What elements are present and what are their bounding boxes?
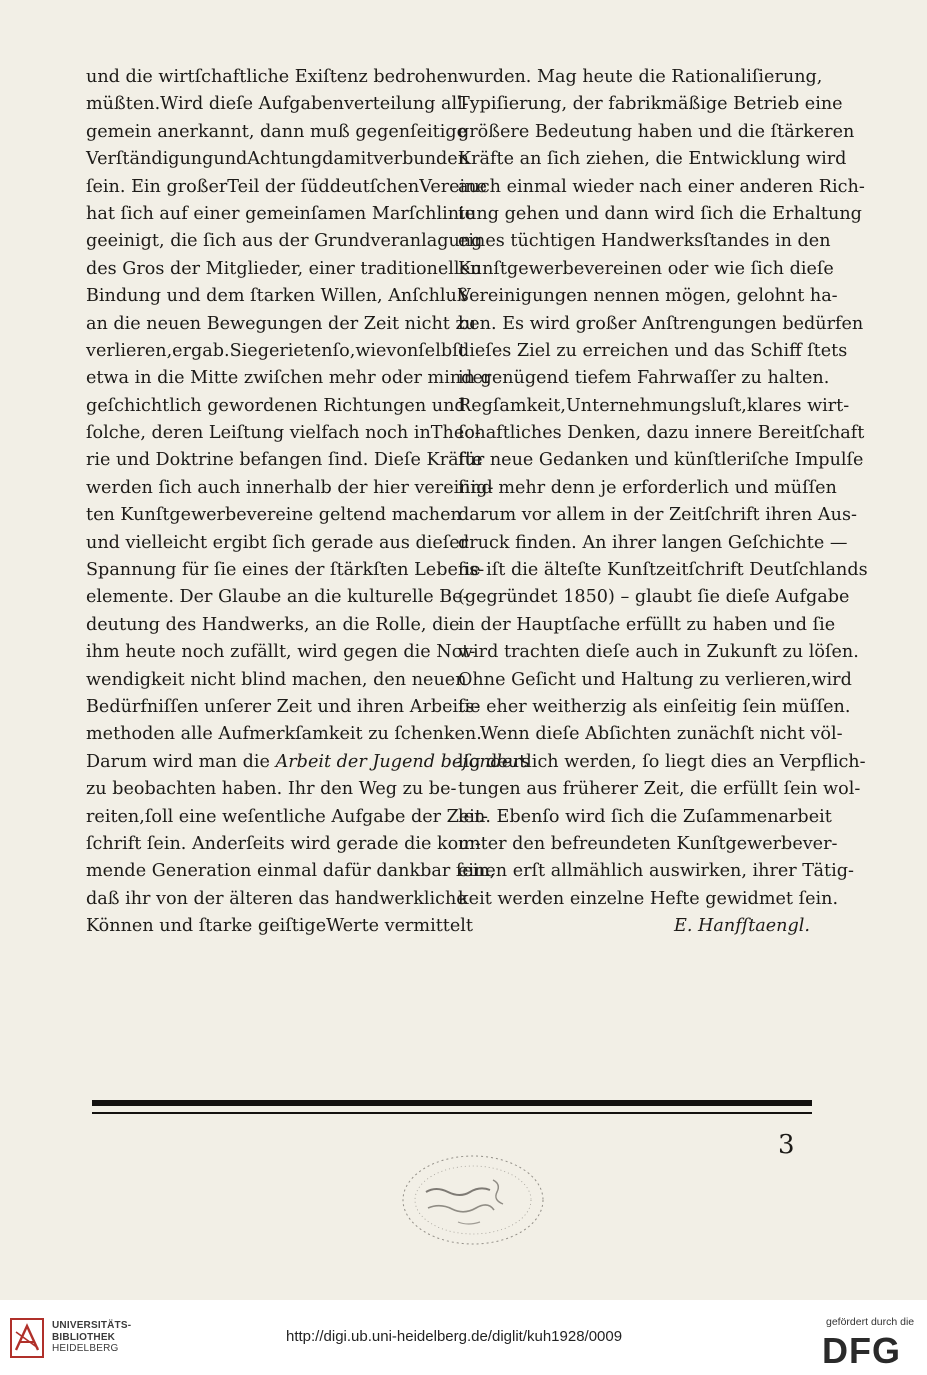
text-line: Spannung für ſie eines der ſtärkſten Lebens- — [86, 560, 485, 581]
text-line: dieſes Ziel zu erreichen und das Schiff ſtets — [458, 340, 848, 361]
text-line: mende Generation einmal dafür dankbar ſein, — [86, 861, 496, 882]
text-line: darum vor allem in der Zeitſchrift ihren Aus- — [458, 505, 857, 526]
italic-emphasis: Arbeit der Jugend beſonders — [275, 751, 530, 772]
text-line: geeinigt, die ſich aus der Grundveranlagung — [86, 231, 483, 252]
text-line: VerſtändigungundAchtungdamitverbunden — [86, 149, 470, 170]
text-line: (gegründet 1850) – glaubt ſie dieſe Aufgabe — [458, 587, 850, 608]
text-line: des Gros der Mitglieder, einer traditionellen — [86, 258, 482, 279]
text-line: tung gehen und dann wird ſich die Erhaltung — [458, 203, 862, 224]
text-line: Bedürfniſſen unſerer Zeit und ihren Arbeits- — [86, 696, 481, 717]
text-line: ſind mehr denn je erforderlich und müſſen — [458, 477, 837, 498]
text-line: an die neuen Bewegungen der Zeit nicht zu — [86, 313, 477, 334]
text-line: deutung des Handwerks, an die Rolle, die — [86, 614, 460, 635]
text-line: wurden. Mag heute die Rationaliſierung, — [458, 67, 823, 87]
text-line: tungen aus früherer Zeit, die erfüllt ſein wol- — [458, 779, 861, 800]
text-line: und vielleicht ergibt ſich gerade aus dieſer — [86, 532, 469, 553]
permalink-url[interactable]: http://digi.ub.uni-heidelberg.de/diglit/kuh1928/0009 — [286, 1328, 623, 1345]
text-line: auch einmal wieder nach einer anderen Rich- — [458, 176, 865, 197]
text-line: ſchrift ſein. Anderſeits wird gerade die kom- — [86, 833, 481, 854]
funding-caption: gefördert durch die — [826, 1316, 915, 1328]
text-line: Wenn dieſe Abſichten zunächſt nicht völ- — [480, 724, 843, 745]
text-line: und die wirtſchaftliche Exiſtenz bedrohen — [86, 67, 459, 87]
text-line: ſie eher weitherzig als einſeitig ſein müſſen. — [458, 696, 851, 717]
text-line: ſie iſt die älteſte Kunſtzeitſchrift Deutſchlands — [458, 560, 868, 581]
text-line: lig deutlich werden, ſo liegt dies an Verpflich- — [458, 751, 866, 772]
text-line: daß ihr von der älteren das handwerkliche — [86, 888, 467, 909]
library-name: UNIVERSITÄTS- BIBLIOTHEK HEIDELBERG — [52, 1320, 132, 1354]
library-stamp-icon — [398, 1150, 548, 1250]
text-line: Können und ſtarke geiſtigeWerte vermittelt — [86, 916, 473, 937]
text-line: größere Bedeutung haben und die ſtärkeren — [458, 121, 855, 142]
text-line: rie und Doktrine befangen ſind. Dieſe Kräfte — [86, 450, 483, 471]
text-line: Darum wird man die Arbeit der Jugend beſonders — [86, 751, 530, 772]
thick-rule-divider — [92, 1100, 812, 1106]
text-line: geſchichtlich gewordenen Richtungen und — [86, 395, 466, 416]
text-line: für neue Gedanken und künſtleriſche Impulſe — [458, 450, 864, 471]
digitization-footer — [0, 1300, 927, 1375]
text-line: methoden alle Aufmerkſamkeit zu ſchenken. — [86, 724, 482, 745]
text-line: ſolche, deren Leiſtung vielfach noch inTheo- — [86, 423, 481, 444]
text-line: druck finden. An ihrer langen Geſchichte — — [458, 532, 848, 553]
dfg-logo-icon: DFG — [822, 1330, 901, 1371]
text-line: einen erſt allmählich auswirken, ihrer Tätig- — [458, 861, 854, 882]
text-line: zu beobachten haben. Ihr den Weg zu be- — [86, 779, 457, 800]
text-line: ten Kunſtgewerbevereine geltend machen — [86, 505, 462, 526]
right-text-column — [458, 64, 868, 941]
text-line: wird trachten dieſe auch in Zukunft zu löſen. — [458, 642, 859, 663]
text-line: elemente. Der Glaube an die kulturelle Be- — [86, 587, 469, 608]
text-line: Vereinigungen nennen mögen, gelohnt ha- — [458, 286, 838, 307]
text-line: wendigkeit nicht blind machen, den neuen — [86, 669, 467, 690]
text-line: in genügend tiefem Fahrwaſſer zu halten. — [458, 368, 830, 389]
text-line: in der Hauptſache erfüllt zu haben und ſie — [458, 614, 836, 635]
text-line: eines tüchtigen Handwerksſtandes in den — [458, 231, 831, 252]
left-text-column — [86, 64, 530, 941]
text-line: werden ſich auch innerhalb der hier vereinig- — [86, 477, 494, 498]
text-line: hat ſich auf einer gemeinſamen Marſchlinie — [86, 203, 476, 224]
text-line: len. Ebenſo wird ſich die Zuſammenarbeit — [458, 806, 832, 827]
text-line: Kunſtgewerbevereinen oder wie ſich dieſe — [458, 258, 834, 279]
text-line: Ohne Geſicht und Haltung zu verlieren,wird — [458, 669, 852, 690]
text-line: unter den befreundeten Kunſtgewerbever- — [458, 833, 838, 854]
text-line: reiten,ſoll eine weſentliche Aufgabe der Zeit- — [86, 806, 488, 827]
text-line: ſein. Ein großerTeil der ſüddeutſchenVereine — [86, 176, 487, 197]
text-line: müßten.Wird dieſe Aufgabenverteilung all- — [86, 94, 469, 115]
text-line: keit werden einzelne Hefte gewidmet ſein. — [458, 888, 839, 909]
university-library-logo-icon — [10, 1318, 44, 1358]
text-line: Typiſierung, der fabrikmäßige Betrieb eine — [458, 94, 843, 115]
text-line: Kräfte an ſich ziehen, die Entwicklung wird — [458, 149, 847, 170]
thin-rule-divider — [92, 1112, 812, 1114]
text-line: ihm heute noch zufällt, wird gegen die Not- — [86, 642, 476, 663]
text-line: etwa in die Mitte zwiſchen mehr oder minder — [86, 368, 492, 389]
text-line: verlieren,ergab.Siegerietenſo,wievonſelbſt — [86, 340, 466, 361]
text-line: Bindung und dem ſtarken Willen, Anſchluß — [86, 286, 469, 307]
page-number: 3 — [778, 1130, 795, 1160]
text-line: ſchaftliches Denken, dazu innere Bereitſchaft — [458, 423, 865, 444]
author-signature: E. Hanfſtaengl. — [674, 916, 810, 937]
text-line: Regſamkeit,Unternehmungsluſt,klares wirt- — [458, 395, 850, 416]
text-line: ben. Es wird großer Anſtrengungen bedürfen — [458, 313, 864, 334]
text-line: gemein anerkannt, dann muß gegenſeitige — [86, 121, 467, 142]
